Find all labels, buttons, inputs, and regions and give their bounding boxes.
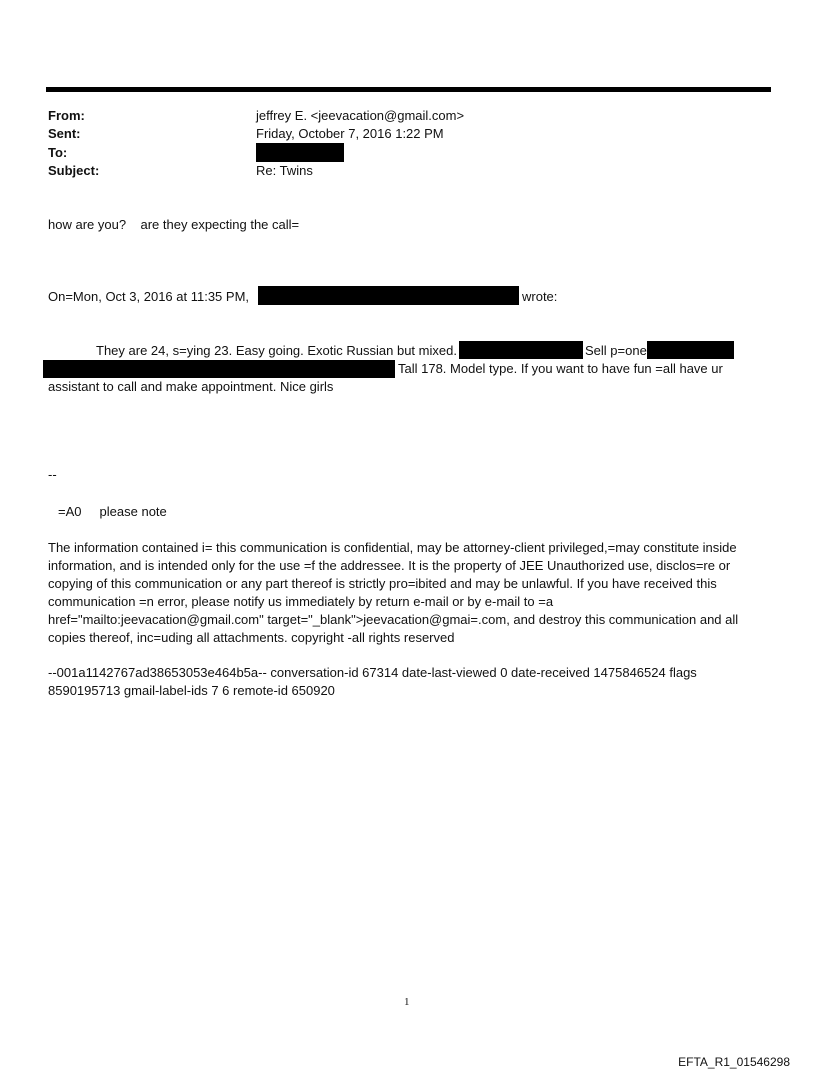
- redaction-c: [43, 360, 395, 378]
- to-label: To:: [48, 145, 68, 160]
- quoted-line-1: They are 24, s=ying 23. Easy going. Exotic Russian but mixed.: [96, 343, 457, 358]
- from-value: jeffrey E. <jeevacation@gmail.com>: [256, 108, 465, 123]
- document-id: EFTA_R1_01546298: [678, 1055, 790, 1069]
- greeting-line: how are you? are they expecting the call=: [48, 217, 300, 232]
- quoted-line-2: Tall 178. Model type. If you want to have fun =all have ur: [398, 361, 723, 376]
- page-number: 1: [404, 996, 410, 1008]
- please-note: =A0 please note: [58, 504, 167, 519]
- subject-value: Re: Twins: [256, 163, 313, 178]
- quote-suffix: wrote:: [522, 289, 558, 304]
- disclaimer-paragraph: The information contained i= this communication is confidential, may be attorney-client privileged,=may constitute inside information, and is intended only for the use =f the addressee. It is the property of JEE Unauthorized use, disclos=re or copying of this communication or any part thereof is strictly pro=ibited and may be unlawful. If you have received this communication =n error, please notify us immediately by return e-mail or by e-mail to =a href="mailto:jeevacation@gmail.com" target="_blank">jeevacation@gmai=.com, and destroy this communication and all copies thereof, inc=uding all attachments. copyright -all rights reserved: [48, 540, 739, 645]
- metadata-paragraph: --001a1142767ad38653053e464b5a-- conversation-id 67314 date-last-viewed 0 date-received 1475846524 flags 8590195713 gmail-label-ids 7 6 remote-id 650920: [48, 665, 697, 698]
- top-rule: [46, 87, 771, 92]
- from-label: From:: [48, 108, 85, 123]
- to-redaction: [256, 143, 344, 162]
- redaction-b: [647, 341, 734, 359]
- sent-value: Friday, October 7, 2016 1:22 PM: [256, 126, 444, 141]
- subject-label: Subject:: [48, 163, 100, 178]
- sender-redaction: [258, 286, 519, 305]
- quoted-line-1b: Sell p=one: [585, 343, 647, 358]
- quote-prefix: On=Mon, Oct 3, 2016 at 11:35 PM,: [48, 289, 250, 304]
- signature-dashes: --: [48, 467, 57, 482]
- sent-label: Sent:: [48, 126, 81, 141]
- redaction-a: [459, 341, 583, 359]
- quoted-line-3: assistant to call and make appointment. Nice girls: [48, 379, 334, 394]
